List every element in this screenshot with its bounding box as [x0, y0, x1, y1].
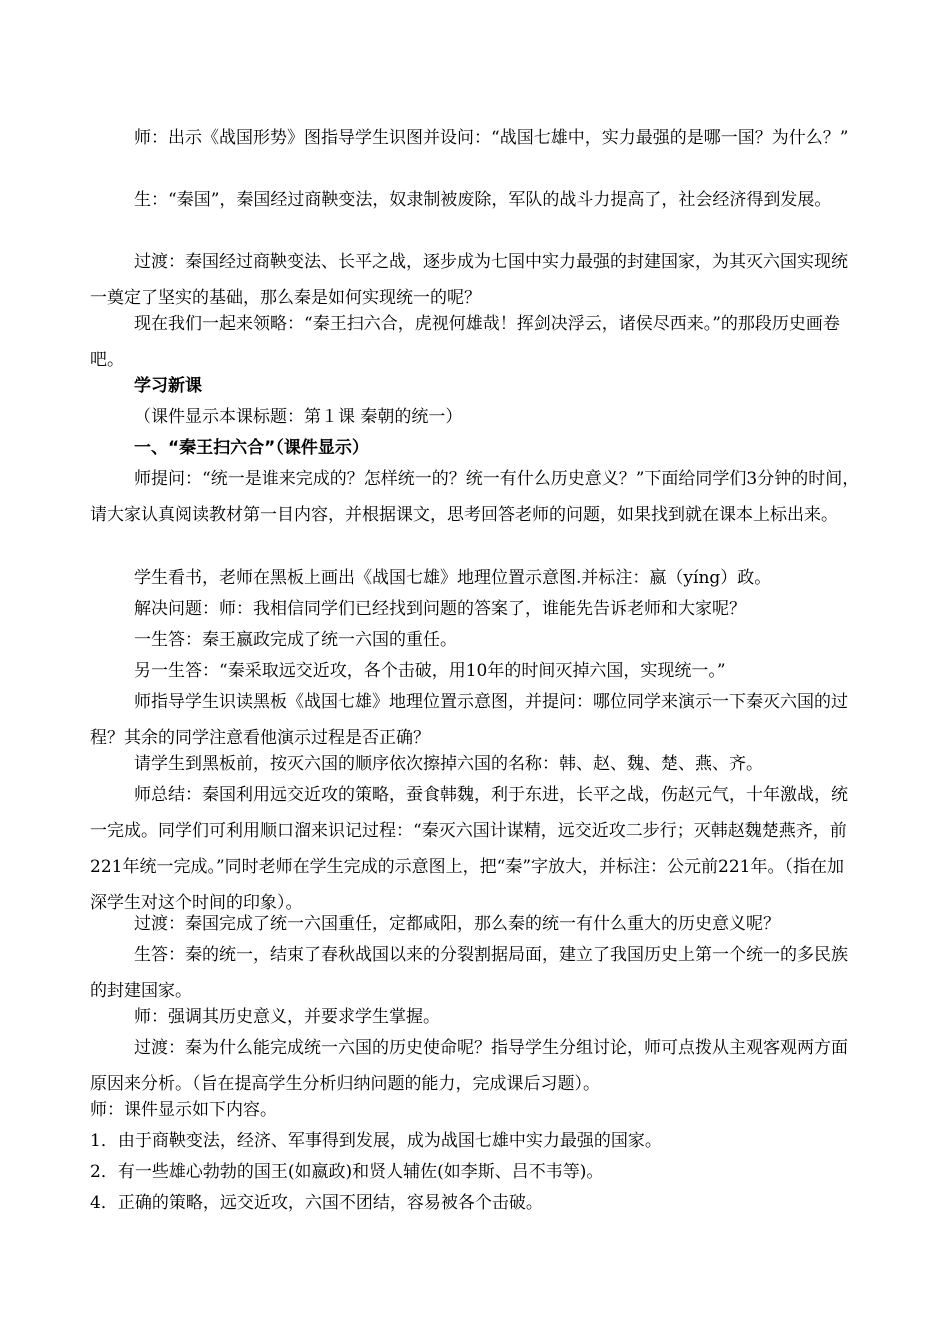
heading-new-lesson: 学习新课: [134, 376, 202, 396]
paragraph-teacher-asks: 师提问：“统一是谁来完成的？怎样统一的？统一有什么历史意义？”下面给同学们3分钟的时间，请大家认真阅读教材第一目内容，并根据课文，思考回答老师的问题，如果找到就在课本上标出来。: [90, 469, 860, 525]
paragraph-emphasis: 师：强调其历史意义，并要求学生掌握。: [134, 1007, 440, 1027]
paragraph-teacher-summary: 师总结：秦国利用远交近攻的策略，蚕食韩魏，利于东进，长平之战，伤赵元气，十年激战，统一完成。同学们可利用顺口溜来识记过程：“秦灭六国计谋精，远交近攻二步行；灭韩赵魏楚燕齐，前221年统一完成。”同时老师在学生完成的示意图上，把“秦”字放大，并标注：公元前221年。（指在加深学生对这个时间的印象）。: [90, 785, 848, 913]
paragraph-student-answer: 生：“秦国”，秦国经过商鞅变法，奴隶制被废除，军队的战斗力提高了，社会经济得到发展。: [134, 190, 832, 210]
list-item-1: 1．由于商鞅变法，经济、军事得到发展，成为战国七雄中实力最强的国家。: [90, 1131, 662, 1151]
paragraph-second-answer: 另一生答：“秦采取远交近攻，各个击破，用10年的时间灭掉六国，实现统一。”: [134, 661, 726, 681]
paragraph-lesson-title: （课件显示本课标题：第１课 秦朝的统一）: [134, 407, 463, 427]
paragraph-transition-3: 过渡：秦为什么能完成统一六国的历史使命呢？指导学生分组讨论，师可点拨从主观客观两方面原因来分析。（旨在提高学生分析归纳问题的能力，完成课后习题）。: [90, 1038, 848, 1094]
list-item-2: 2．有一些雄心勃勃的国王(如嬴政)和贤人辅佐(如李斯、吕不韦等)。: [90, 1162, 604, 1182]
paragraph-erase-names: 请学生到黑板前，按灭六国的顺序依次擦掉六国的名称：韩、赵、魏、楚、燕、齐。: [134, 754, 763, 774]
paragraph-significance-answer: 生答：秦的统一，结束了春秋战国以来的分裂割据局面，建立了我国历史上第一个统一的多民族的封建国家。: [90, 945, 848, 1001]
heading-section-1: 一、“秦王扫六合”（课件显示）: [134, 438, 369, 458]
paragraph-poem: 现在我们一起来领略：“秦王扫六合，虎视何雄哉！挥剑决浮云，诸侯尽西来。”的那段历史画卷吧。: [90, 314, 840, 370]
paragraph-transition-2: 过渡：秦国完成了统一六国重任，定都咸阳，那么秦的统一有什么重大的历史意义呢？: [134, 914, 780, 934]
paragraph-students-read: 学生看书，老师在黑板上画出《战国七雄》地理位置示意图.并标注：嬴（yíng）政。: [134, 568, 772, 588]
paragraph-first-answer: 一生答：秦王嬴政完成了统一六国的重任。: [134, 630, 457, 650]
list-item-4: 4．正确的策略，远交近攻，六国不团结，容易被各个击破。: [90, 1193, 543, 1213]
paragraph-courseware: 师：课件显示如下内容。: [90, 1100, 277, 1120]
paragraph-teacher-question: 师：出示《战国形势》图指导学生识图并设问：“战国七雄中，实力最强的是哪一国？为什么？”: [134, 128, 849, 148]
paragraph-solve-problem: 解决问题：师：我相信同学们已经找到问题的答案了，谁能先告诉老师和大家呢？: [134, 599, 746, 619]
paragraph-transition-1: 过渡：秦国经过商鞅变法、长平之战，逐步成为七国中实力最强的封建国家，为其灭六国实现统一奠定了坚实的基础，那么秦是如何实现统一的呢？: [90, 252, 848, 308]
paragraph-map-demo: 师指导学生识读黑板《战国七雄》地理位置示意图，并提问：哪位同学来演示一下秦灭六国的过程？其余的同学注意看他演示过程是否正确？: [90, 692, 848, 748]
